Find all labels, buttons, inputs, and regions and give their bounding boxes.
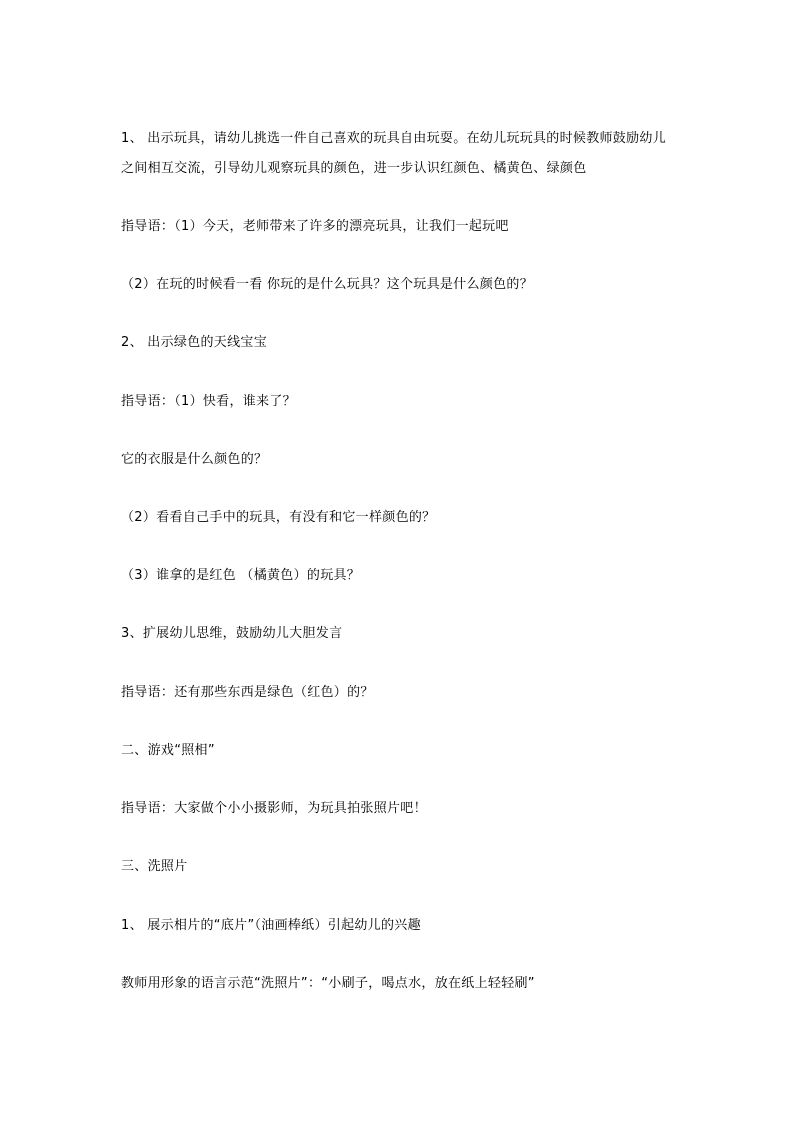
guide-text-4: 指导语：还有那些东西是绿色（红色）的？ <box>121 685 374 700</box>
guide-text-2: （2）在玩的时候看一看 你玩的是什么玩具？这个玩具是什么颜色的？ <box>121 277 534 292</box>
guide-text-5: 指导语：大家做个小小摄影师，为玩具拍张照片吧！ <box>121 801 427 816</box>
guide-text-3: 指导语：（1）快看，谁来了？ <box>121 394 296 409</box>
step-3-heading: 3、扩展幼儿思维，鼓励幼儿大胆发言 <box>121 626 343 641</box>
question-same-color: （2）看看自己手中的玩具，有没有和它一样颜色的？ <box>121 510 436 525</box>
section-3-step-1: 1、 展示相片的“底片”（油画棒纸）引起幼儿的兴趣 <box>121 918 421 933</box>
question-red-toy: （3）谁拿的是红色 （橘黄色）的玩具？ <box>121 568 361 583</box>
section-2-heading: 二、游戏“照相” <box>121 743 215 758</box>
guide-text-1: 指导语：（1）今天，老师带来了许多的漂亮玩具，让我们一起玩吧 <box>121 219 509 234</box>
step-2-heading: 2、 出示绿色的天线宝宝 <box>121 335 268 350</box>
question-clothes-color: 它的衣服是什么颜色的？ <box>121 452 268 467</box>
step-1-text-line-1: 1、 出示玩具，请幼儿挑选一件自己喜欢的玩具自由玩耍。在幼儿玩玩具的时候教师鼓励幼儿 <box>121 131 667 146</box>
teacher-demo-text: 教师用形象的语言示范“洗照片”：“小刷子，喝点水，放在纸上轻轻刷” <box>121 976 535 991</box>
step-1-text-line-2: 之间相互交流，引导幼儿观察玩具的颜色，进一步认识红颜色、橘黄色、绿颜色 <box>121 161 587 176</box>
section-3-heading: 三、洗照片 <box>121 859 188 874</box>
